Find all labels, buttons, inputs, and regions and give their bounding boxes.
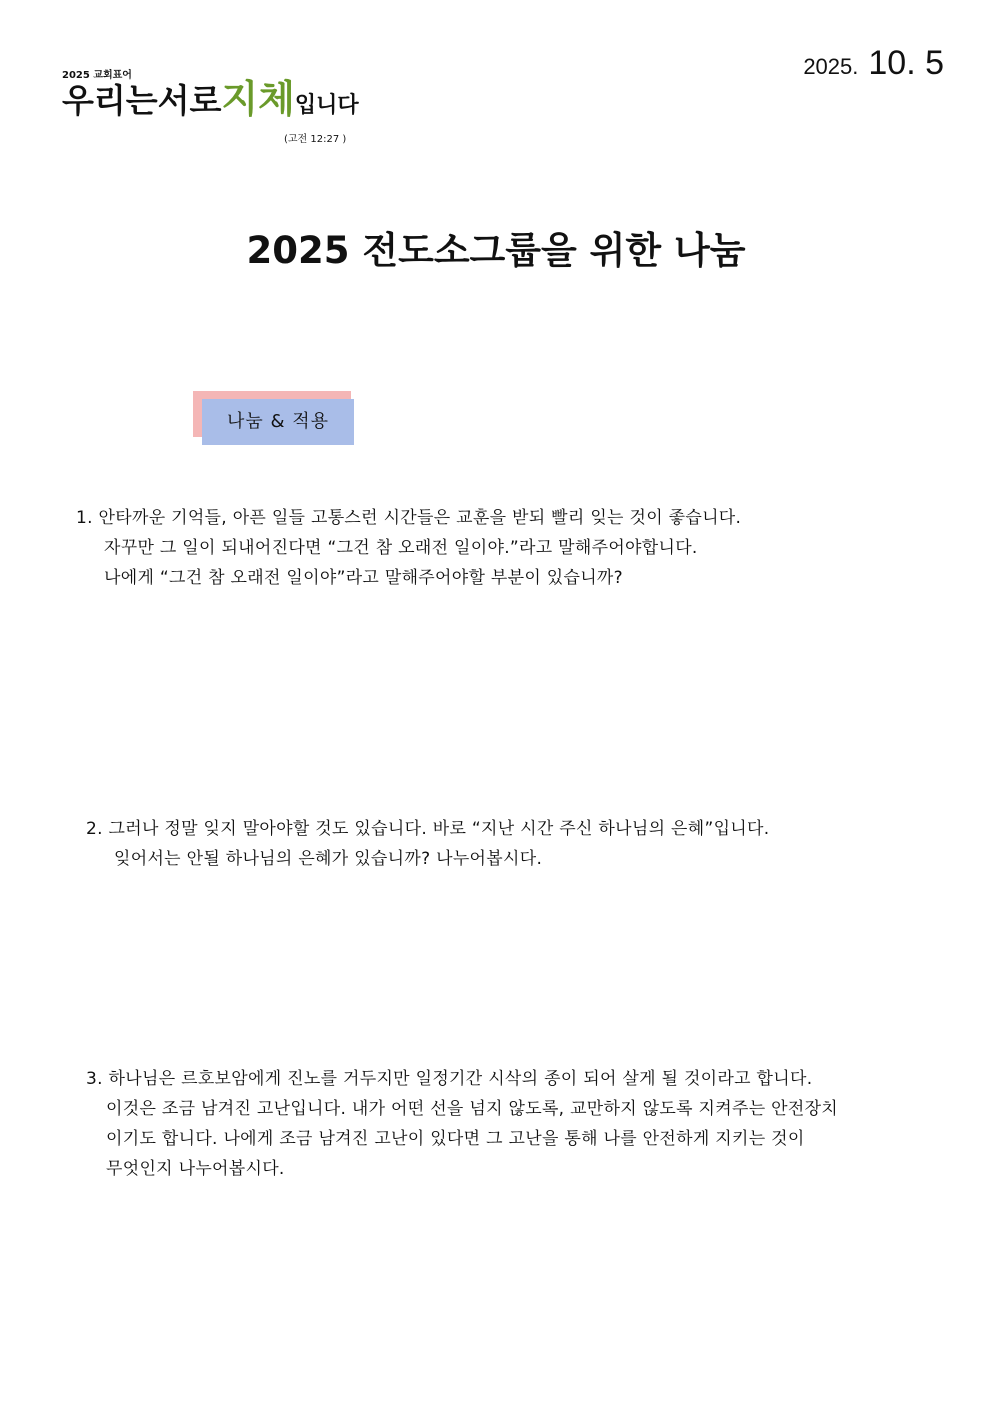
logo-scripture-reference: (고전 12:27 ) [284,134,347,145]
question-3 [86,1064,838,1184]
logo-motto-part3: 입니다 [294,93,359,118]
badge-box [202,399,354,445]
question-line: 나에게 “그건 참 오래전 일이야”라고 말해주어야할 부분이 있습니까? [104,568,623,588]
question-2 [86,814,769,874]
date-year: 2025. [803,54,859,79]
question-1 [76,503,741,593]
page-title: 2025 전도소그룹을 위한 나눔 [246,229,746,272]
question-line: 3. 하나님은 르호보암에게 진노를 거두지만 일정기간 시삭의 종이 되어 살게 될 것이라고 합니다. [86,1069,813,1089]
logo-year-label: 2025 교회표어 [62,70,132,81]
question-line: 무엇인지 나누어봅시다. [106,1159,285,1179]
section-badge [193,391,354,446]
question-line: 자꾸만 그 일이 되내어진다면 “그건 참 오래전 일이야.”라고 말해주어야합니다. [104,538,698,558]
question-line: 이것은 조금 남겨진 고난입니다. 내가 어떤 선을 넘지 않도록, 교만하지 않도록 지켜주는 안전장치 [106,1099,839,1119]
date-month-day: 10. 5 [868,44,944,82]
document-date [803,44,944,83]
logo-motto-part1: 우리는서로 [62,81,222,120]
question-line: 2. 그러나 정말 잊지 말아야할 것도 있습니다. 바로 “지난 시간 주신 하나님의 은혜”입니다. [86,819,770,839]
logo-motto [62,77,359,121]
question-line: 이기도 합니다. 나에게 조금 남겨진 고난이 있다면 그 고난을 통해 나를 안전하게 지키는 것이 [106,1129,805,1149]
question-line: 잊어서는 안될 하나님의 은혜가 있습니까? 나누어봅시다. [114,849,543,869]
logo-motto-part2: 지체 [221,77,295,121]
church-motto-logo [62,66,362,146]
question-line: 1. 안타까운 기억들, 아픈 일들 고통스런 시간들은 교훈을 받되 빨리 잊는 것이 좋습니다. [76,508,742,528]
badge-label: 나눔 & 적용 [226,411,330,432]
